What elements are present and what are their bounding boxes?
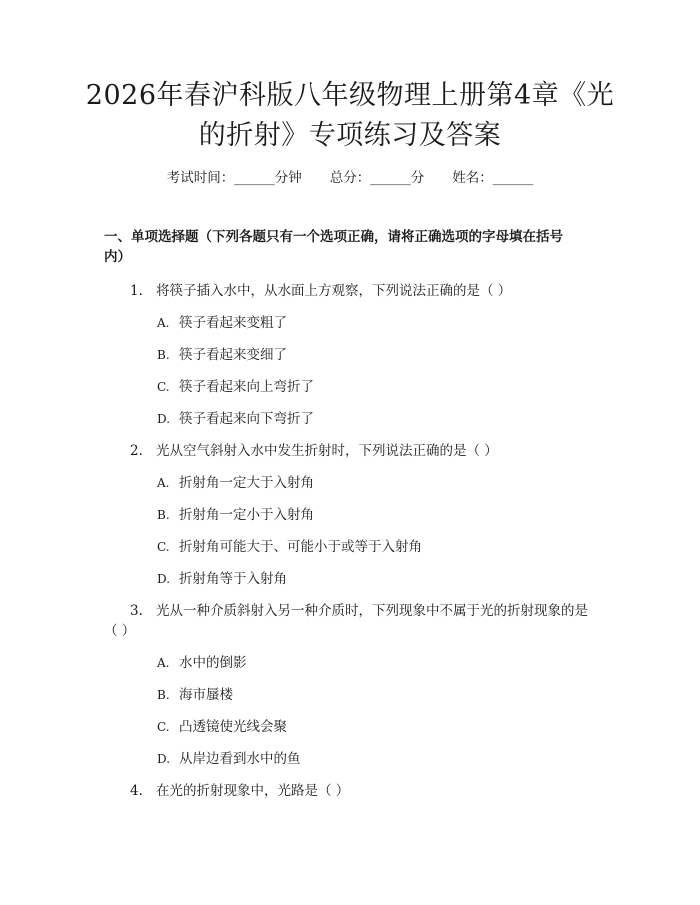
option-letter: A.: [157, 476, 170, 490]
question-1-option-a: [157, 313, 287, 333]
option-letter: C.: [157, 540, 170, 554]
option-text: 从岸边看到水中的鱼: [179, 751, 301, 767]
question-1-option-b: [157, 345, 287, 365]
question-number: 1.: [130, 283, 143, 299]
option-text: 折射角可能大于、可能小于或等于入射角: [179, 539, 422, 555]
title-line-2: 的折射》专项练习及答案: [198, 120, 502, 151]
question-2-option-b: [157, 505, 314, 525]
option-letter: D.: [157, 752, 171, 766]
option-text: 筷子看起来变粗了: [179, 315, 287, 331]
title-line-1: 2026年春沪科版八年级物理上册第4章《光: [85, 80, 615, 111]
question-4: [104, 781, 604, 801]
section-heading-line-2: 内）: [104, 249, 131, 265]
option-letter: C.: [157, 380, 170, 394]
question-number: 3.: [130, 603, 143, 619]
question-text-line-2: （ ）: [104, 623, 136, 639]
question-1-option-c: [157, 377, 314, 397]
option-text: 筷子看起来向上弯折了: [179, 379, 314, 395]
question-3-option-a: [157, 653, 247, 673]
option-letter: D.: [157, 412, 171, 426]
question-number: 4.: [130, 783, 143, 799]
option-text: 筷子看起来变细了: [179, 347, 287, 363]
option-text: 海市蜃楼: [179, 687, 233, 703]
option-text: 筷子看起来向下弯折了: [179, 411, 314, 427]
option-letter: C.: [157, 720, 170, 734]
exam-time-field: 考试时间：______分钟: [166, 170, 302, 186]
question-3-option-b: [157, 685, 233, 705]
option-text: 折射角一定小于入射角: [179, 507, 314, 523]
section-heading: [104, 227, 584, 267]
option-letter: D.: [157, 572, 171, 586]
exam-info-line: [0, 168, 700, 188]
question-1: [104, 281, 604, 301]
option-letter: A.: [157, 316, 170, 330]
question-3: [104, 601, 604, 641]
document-title: [60, 76, 640, 156]
option-letter: B.: [157, 348, 170, 362]
option-letter: B.: [157, 508, 170, 522]
question-text: 在光的折射现象中，光路是（ ）: [156, 783, 350, 799]
question-3-option-d: [157, 749, 301, 769]
question-number: 2.: [130, 443, 143, 459]
question-3-option-c: [157, 717, 287, 737]
question-text: 将筷子插入水中，从水面上方观察，下列说法正确的是（ ）: [156, 283, 512, 299]
option-text: 凸透镜使光线会聚: [179, 719, 287, 735]
question-2-option-a: [157, 473, 314, 493]
question-1-option-d: [157, 409, 314, 429]
question-text-line-1: 光从一种介质斜射入另一种介质时，下列现象中不属于光的折射现象的是: [156, 603, 588, 619]
question-2-option-c: [157, 537, 422, 557]
question-2-option-d: [157, 569, 287, 589]
total-score-field: 总分：______分: [329, 170, 425, 186]
option-text: 折射角一定大于入射角: [179, 475, 314, 491]
student-name-field: 姓名：______: [452, 170, 534, 186]
option-text: 折射角等于入射角: [179, 571, 287, 587]
option-letter: A.: [157, 656, 170, 670]
question-2: [104, 441, 604, 461]
option-text: 水中的倒影: [179, 655, 247, 671]
section-heading-line-1: 一、单项选择题（下列各题只有一个选项正确，请将正确选项的字母填在括号: [104, 229, 563, 245]
question-text: 光从空气斜射入水中发生折射时，下列说法正确的是（ ）: [156, 443, 498, 459]
option-letter: B.: [157, 688, 170, 702]
